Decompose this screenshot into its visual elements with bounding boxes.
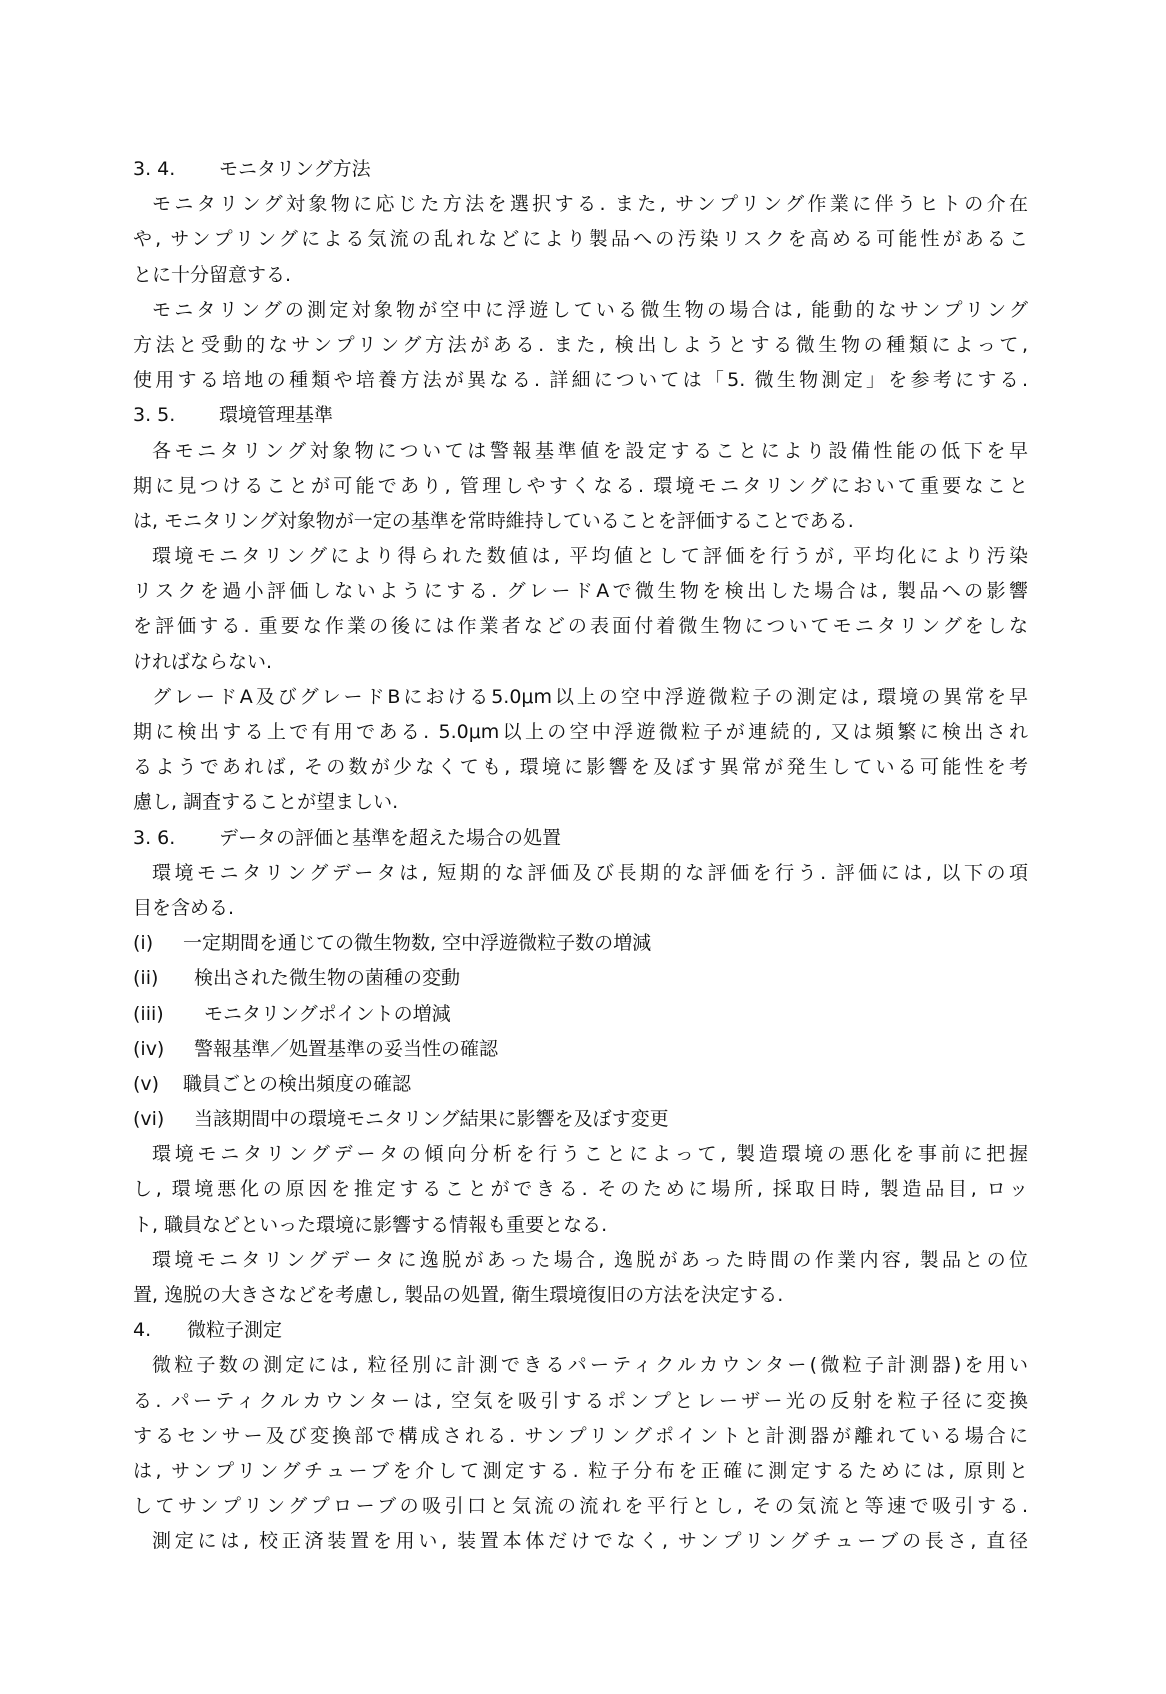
- paragraph-line: 期に見つけることが可能であり, 管理しやすくなる. 環境モニタリングにおいて重要なこと: [133, 474, 1028, 497]
- list-item: [133, 1067, 1028, 1102]
- paragraph-line: 微粒子数の測定には, 粒径別に計測できるパーティクルカウンター(微粒子計測器)を用い: [152, 1354, 1028, 1377]
- paragraph-line: してサンプリングプローブの吸引口と気流の流れを平行とし, その気流と等速で吸引する.: [133, 1495, 1028, 1518]
- list-item: [133, 1032, 1028, 1067]
- section-number: 4.: [133, 1319, 152, 1342]
- list-item-text: 一定期間を通じての微生物数, 空中浮遊微粒子数の増減: [183, 932, 652, 955]
- section-number: 3. 4.: [133, 158, 176, 180]
- paragraph-line: 使用する培地の種類や培養方法が異なる. 詳細については「5. 微生物測定」を参考にする.: [133, 369, 1028, 392]
- paragraph-line: とに十分留意する.: [133, 263, 292, 286]
- list-marker: (iii): [133, 1002, 164, 1025]
- paragraph-line: 環境モニタリングデータの傾向分析を行うことによって, 製造環境の悪化を事前に把握: [152, 1143, 1028, 1166]
- list-item-text: 当該期間中の環境モニタリング結果に影響を及ぼす変更: [194, 1108, 669, 1131]
- section-number: 3. 5.: [133, 404, 176, 427]
- list-item: [133, 997, 1028, 1032]
- paragraph-line: は, サンプリングチューブを介して測定する. 粒子分布を正確に測定するためには, 原則と: [133, 1459, 1028, 1482]
- section-title: 環境管理基準: [219, 404, 334, 427]
- paragraph-line: 測定には, 校正済装置を用い, 装置本体だけでなく, サンプリングチューブの長さ, 直径: [152, 1530, 1028, 1553]
- list-item-text: 職員ごとの検出頻度の確認: [183, 1072, 412, 1095]
- list-item-text: 警報基準／処置基準の妥当性の確認: [194, 1037, 499, 1060]
- paragraph-line: し, 環境悪化の原因を推定することができる. そのために場所, 採取日時, 製造品目, ロッ: [133, 1178, 1028, 1201]
- paragraph-line: 慮し, 調査することが望ましい.: [133, 791, 399, 814]
- list-marker: (i): [133, 932, 154, 955]
- paragraph-line: ければならない.: [133, 650, 273, 673]
- section-heading-3-4: [133, 152, 1028, 187]
- list-marker: (iv): [133, 1037, 165, 1060]
- paragraph-line: は, モニタリング対象物が一定の基準を常時維持していることを評価することである.: [133, 509, 854, 532]
- section-title: モニタリング方法: [219, 158, 371, 180]
- paragraph-line: モニタリング対象物に応じた方法を選択する. また, サンプリング作業に伴うヒトの介在: [152, 193, 1028, 216]
- paragraph-line: 期に検出する上で有用である. 5.0μm以上の空中浮遊微粒子が連続的, 又は頻繁に検出され: [133, 721, 1028, 743]
- section-title: 微粒子測定: [187, 1319, 283, 1342]
- document-page: [133, 152, 1028, 1560]
- paragraph-line: 環境モニタリングデータは, 短期的な評価及び長期的な評価を行う. 評価には, 以下の項: [152, 861, 1028, 884]
- paragraph-line: 方法と受動的なサンプリング方法がある. また, 検出しようとする微生物の種類によって,: [133, 333, 1028, 356]
- paragraph-line: や, サンプリングによる気流の乱れなどにより製品への汚染リスクを高める可能性があるこ: [133, 228, 1028, 251]
- list-marker: (v): [133, 1072, 160, 1095]
- paragraph-line: を評価する. 重要な作業の後には作業者などの表面付着微生物についてモニタリングをしな: [133, 615, 1028, 638]
- list-item: [133, 926, 1028, 961]
- paragraph-line: 置, 逸脱の大きさなどを考慮し, 製品の処置, 衛生環境復旧の方法を決定する.: [133, 1284, 784, 1306]
- paragraph-line: 各モニタリング対象物については警報基準値を設定することにより設備性能の低下を早: [152, 439, 1028, 462]
- section-heading-4: [133, 1313, 1028, 1348]
- list-item-text: 検出された微生物の菌種の変動: [194, 967, 461, 990]
- paragraph-line: 環境モニタリングデータに逸脱があった場合, 逸脱があった時間の作業内容, 製品との位: [152, 1248, 1028, 1271]
- paragraph-line: リスクを過小評価しないようにする. グレードAで微生物を検出した場合は, 製品への影響: [133, 580, 1028, 603]
- paragraph-line: 環境モニタリングにより得られた数値は, 平均値として評価を行うが, 平均化により汚染: [152, 545, 1028, 568]
- paragraph-line: モニタリングの測定対象物が空中に浮遊している微生物の場合は, 能動的なサンプリング: [152, 298, 1028, 321]
- list-item-text: モニタリングポイントの増減: [204, 1002, 451, 1025]
- paragraph-line: る. パーティクルカウンターは, 空気を吸引するポンプとレーザー光の反射を粒子径に変換: [133, 1389, 1028, 1412]
- list-item: [133, 961, 1028, 996]
- list-item: [133, 1102, 1028, 1137]
- paragraph-line: るようであれば, その数が少なくても, 環境に影響を及ぼす異常が発生している可能性を考: [133, 756, 1028, 779]
- paragraph-line: 目を含める.: [133, 896, 235, 919]
- section-heading-3-6: [133, 821, 1028, 856]
- paragraph-line: グレードA及びグレードBにおける5.0μm以上の空中浮遊微粒子の測定は, 環境の異常を早: [152, 685, 1028, 708]
- section-title: データの評価と基準を超えた場合の処置: [219, 826, 562, 849]
- list-marker: (vi): [133, 1108, 165, 1131]
- list-marker: (ii): [133, 967, 159, 990]
- paragraph-line: ト, 職員などといった環境に影響する情報も重要となる.: [133, 1213, 608, 1236]
- paragraph-line: するセンサー及び変換部で構成される. サンプリングポイントと計測器が離れている場合に: [133, 1424, 1028, 1447]
- section-heading-3-5: [133, 398, 1028, 433]
- section-number: 3. 6.: [133, 826, 176, 849]
